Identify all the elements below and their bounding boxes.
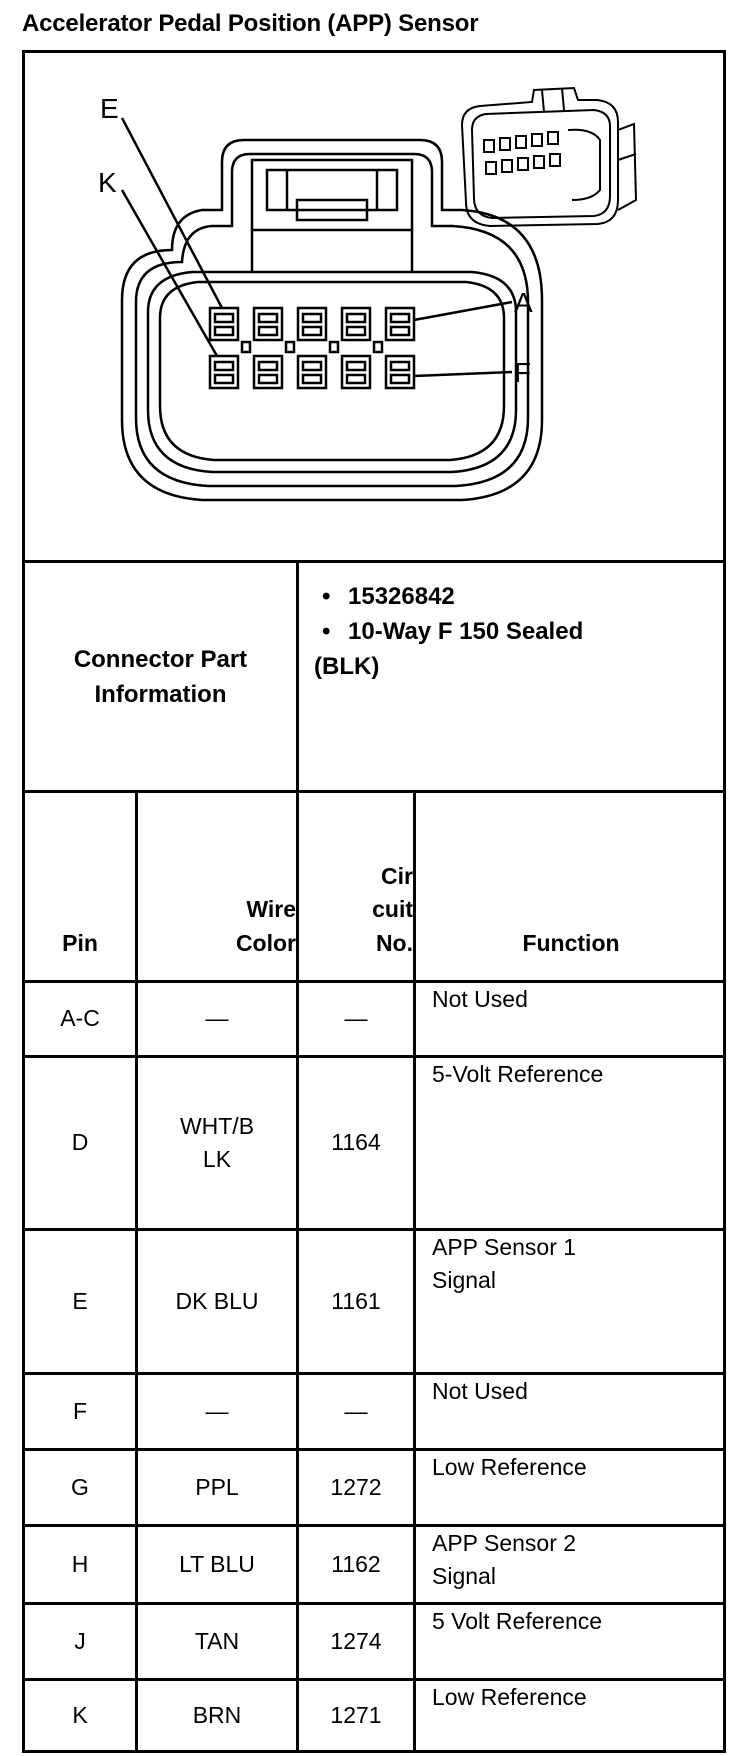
cell-circuit: 1161 [331, 1287, 381, 1314]
part-number: 15326842 [348, 583, 455, 610]
cell-wire-color: WHT/B LK [179, 1112, 255, 1172]
connector-description: 10-Way F 150 Sealed [348, 617, 584, 645]
pin-row-bottom [210, 356, 414, 388]
cell-wire-color: DK BLU [175, 1287, 259, 1314]
cell-function: 5-Volt Reference [432, 1061, 604, 1087]
cell-function: APP Sensor 2 Signal [432, 1530, 577, 1590]
cell-pin: A-C [60, 1005, 100, 1032]
cell-pin: E [72, 1287, 88, 1314]
cell-wire-color: BRN [192, 1701, 242, 1728]
pin-row-top [210, 308, 414, 340]
leader-f [414, 372, 512, 376]
cell-circuit: — [344, 1397, 368, 1424]
cell-wire-color: TAN [194, 1627, 240, 1654]
cell-circuit: 1271 [330, 1701, 382, 1728]
cell-function: Not Used [432, 1378, 528, 1404]
cell-wire-color: — [205, 1397, 229, 1424]
bullet-icon: • [322, 617, 331, 645]
cell-pin: F [72, 1397, 88, 1424]
cell-circuit: 1162 [331, 1550, 381, 1577]
cell-function: APP Sensor 1 Signal [432, 1234, 577, 1294]
label-a: A [514, 287, 533, 318]
header-function: Function [522, 929, 620, 956]
cell-pin: D [71, 1129, 89, 1156]
connector-info-list [314, 580, 714, 684]
label-e: E [100, 93, 119, 124]
connector-body-inner [148, 272, 516, 472]
cell-function: Low Reference [432, 1684, 587, 1710]
list-item [314, 615, 714, 650]
table-bottom-border [22, 1750, 726, 1753]
header-circuit: Cir cuit No. [372, 862, 413, 956]
cell-circuit: 1272 [330, 1473, 382, 1500]
cell-circuit: 1164 [331, 1129, 381, 1156]
cell-function: Low Reference [432, 1454, 587, 1480]
cell-circuit: — [344, 1005, 368, 1032]
cell-function: 5 Volt Reference [432, 1608, 603, 1634]
leader-a [414, 302, 512, 320]
connector-body-outer [122, 140, 542, 500]
cell-function: Not Used [432, 986, 528, 1012]
bullet-icon: • [322, 583, 331, 610]
keying-squares [242, 342, 382, 352]
connector-body-ring [136, 154, 528, 486]
cell-pin: J [74, 1627, 86, 1654]
cell-circuit: 1274 [330, 1627, 382, 1654]
label-f: F [514, 357, 532, 388]
cell-wire-color: LT BLU [179, 1550, 255, 1577]
connector-info-label: Connector Part Information [73, 645, 248, 708]
divider [296, 560, 299, 792]
page-title: Accelerator Pedal Position (APP) Sensor [22, 10, 479, 37]
connector-description-cont: (BLK) [314, 652, 380, 680]
cell-pin: G [71, 1473, 89, 1500]
header-wire-color: Wire Color [235, 896, 296, 956]
cell-wire-color: — [205, 1005, 229, 1032]
connector-diagram [22, 50, 726, 560]
connector-thumbnail [462, 88, 636, 226]
cell-pin: H [71, 1550, 89, 1577]
cell-pin: K [72, 1701, 88, 1728]
cell-wire-color: PPL [195, 1473, 239, 1500]
header-pin: Pin [62, 929, 98, 956]
list-item [314, 580, 714, 615]
label-k: K [98, 167, 117, 198]
